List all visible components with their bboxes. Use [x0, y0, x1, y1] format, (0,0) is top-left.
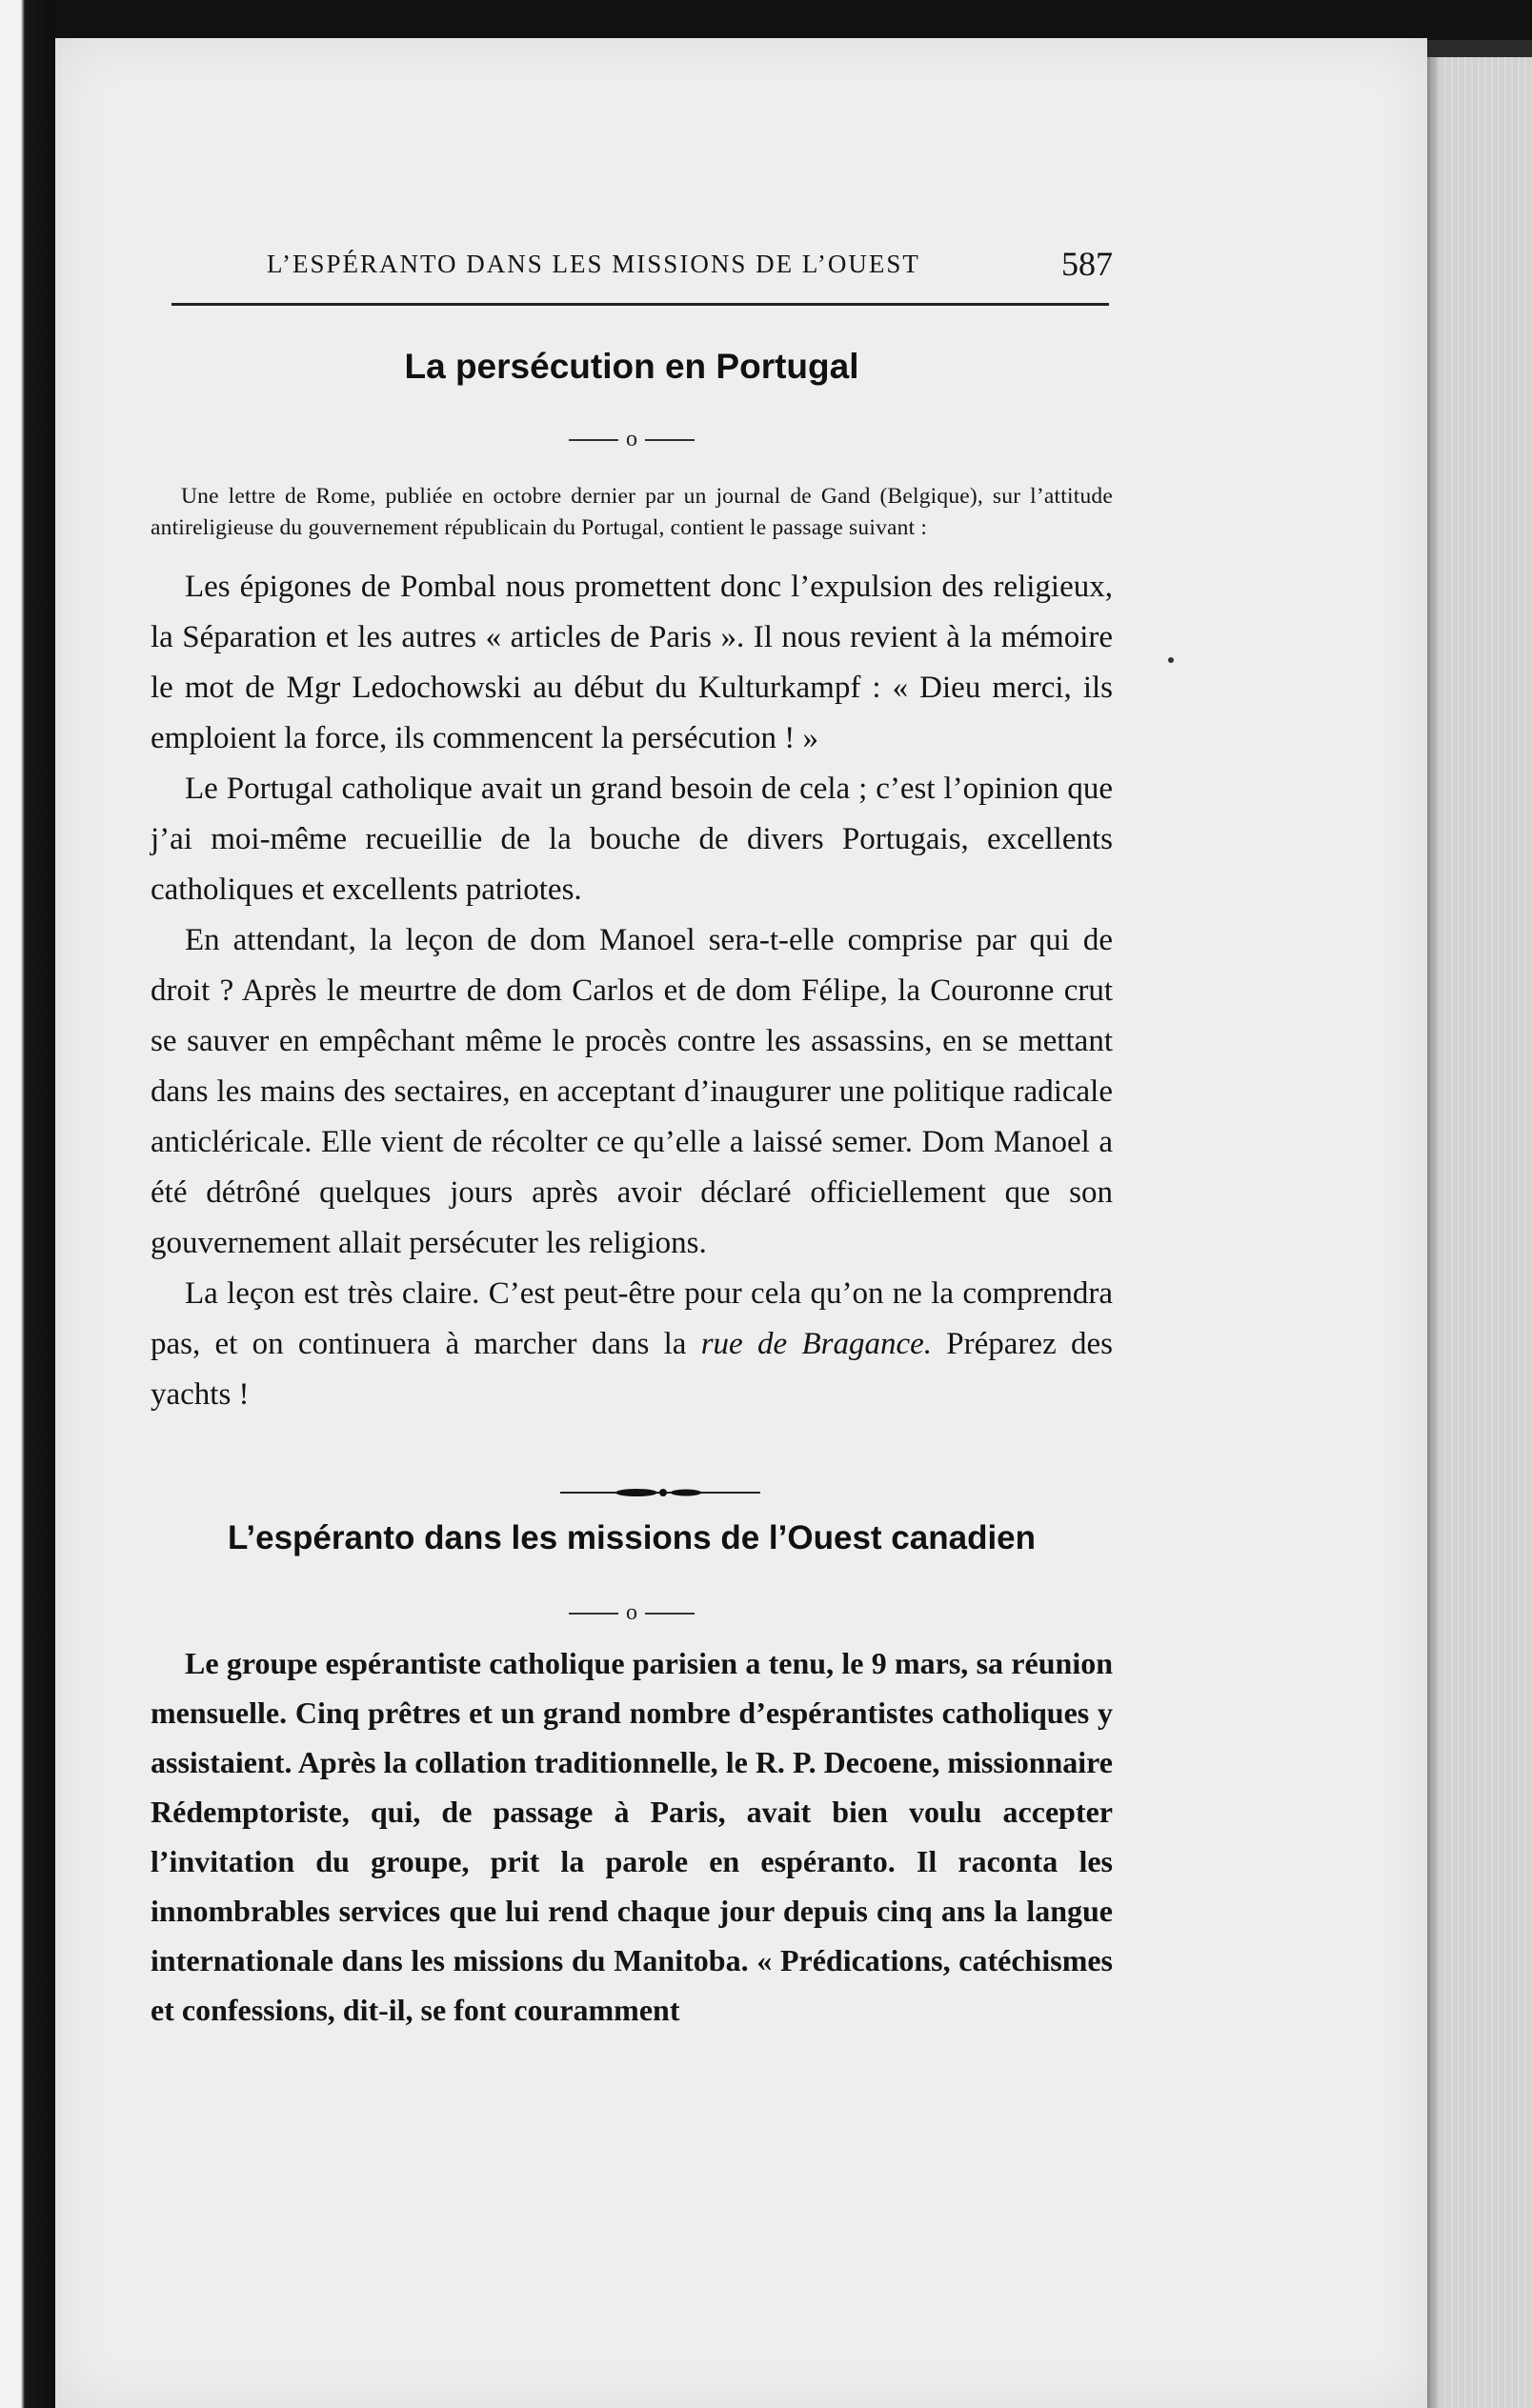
- article-1-last-paragraph: [151, 1269, 1113, 1420]
- separator-rule: [569, 439, 618, 441]
- italic-street-name: rue de Bragance.: [700, 1327, 932, 1361]
- paragraph-text: Préparez des yachts !: [151, 1327, 1113, 1412]
- paragraph-text: La leçon est très claire. C’est peut-être pour cela qu’on ne la comprendra pas, et on continuera à marcher dans la: [151, 1276, 1113, 1361]
- running-head-title: L’ESPÉRANTO DANS LES MISSIONS DE L’OUEST: [267, 250, 920, 278]
- article-1-intro: Une lettre de Rome, publiée en octobre dernier par un journal de Gand (Belgique), sur l’attitude antireligieuse du gouvernement républicain du Portugal, contient le passage suivant :: [151, 484, 1113, 540]
- article-1-separator: [151, 427, 1113, 452]
- separator-rule: [645, 439, 695, 441]
- article-2-separator: [151, 1600, 1113, 1626]
- book-spine-edge: [0, 0, 55, 2408]
- page-stack-edge: [1427, 57, 1532, 2408]
- running-head-rule: [171, 303, 1109, 306]
- article-2-paragraph: Le groupe espérantiste catholique parisien a tenu, le 9 mars, sa réunion mensuelle. Cinq prêtres et un grand nombre d’espérantistes catholiques y assistaient. Après la collation traditionnelle, le R. P. Decoene, missionnaire Rédemptoriste, qui, de passage à Paris, avait bien voulu accepter l’invitation du groupe, prit la parole en espéranto. Il raconta les innombrables services que lui rend chaque jour depuis cinq ans la langue internationale dans les missions du Manitoba. « Prédications, catéchismes et confessions, dit-il, se font couramment: [151, 1646, 1113, 2027]
- separator-rule: [569, 1613, 618, 1615]
- section-ornament: [560, 1486, 760, 1499]
- article-2-title: L’espéranto dans les missions de l’Ouest canadien: [227, 1519, 1037, 1556]
- article-1-title: La persécution en Portugal: [404, 347, 859, 386]
- separator-mark: o: [626, 427, 637, 452]
- article-2-body: [151, 1638, 1113, 2035]
- running-head: [151, 245, 1113, 288]
- page-stack-shadow: [1427, 57, 1441, 2408]
- article-1-paragraph: Le Portugal catholique avait un grand besoin de cela ; c’est l’opinion que j’ai moi-même recueillie de la bouche de divers Portugais, excellents catholiques et excellents patriotes.: [151, 772, 1113, 907]
- scan-top-border: [55, 0, 1532, 40]
- margin-speck: [1168, 657, 1174, 663]
- article-1-paragraph: Les épigones de Pombal nous promettent donc l’expulsion des religieux, la Séparation et les autres « articles de Paris ». Il nous revient à la mémoire le mot de Mgr Ledochowski au début du Kulturkampf : « Dieu merci, ils emploient la force, ils commencent la persécution ! »: [151, 570, 1113, 755]
- page-number: 587: [1061, 245, 1113, 283]
- article-1-paragraph: En attendant, la leçon de dom Manoel sera-t-elle comprise par qui de droit ? Après le meurtre de dom Carlos et de dom Félipe, la Couronne crut se sauver en empêchant même le procès contre les assassins, en se mettant dans les mains des sectaires, en acceptant d’inaugurer une politique radicale anticléricale. Elle vient de récolter ce qu’elle a laissé semer. Dom Manoel a été détrôné quelques jours après avoir déclaré officiellement que son gouvernement allait persécuter les religions.: [151, 923, 1113, 1260]
- separator-mark: o: [626, 1600, 637, 1625]
- separator-rule: [645, 1613, 695, 1615]
- article-1-body: [151, 562, 1113, 1420]
